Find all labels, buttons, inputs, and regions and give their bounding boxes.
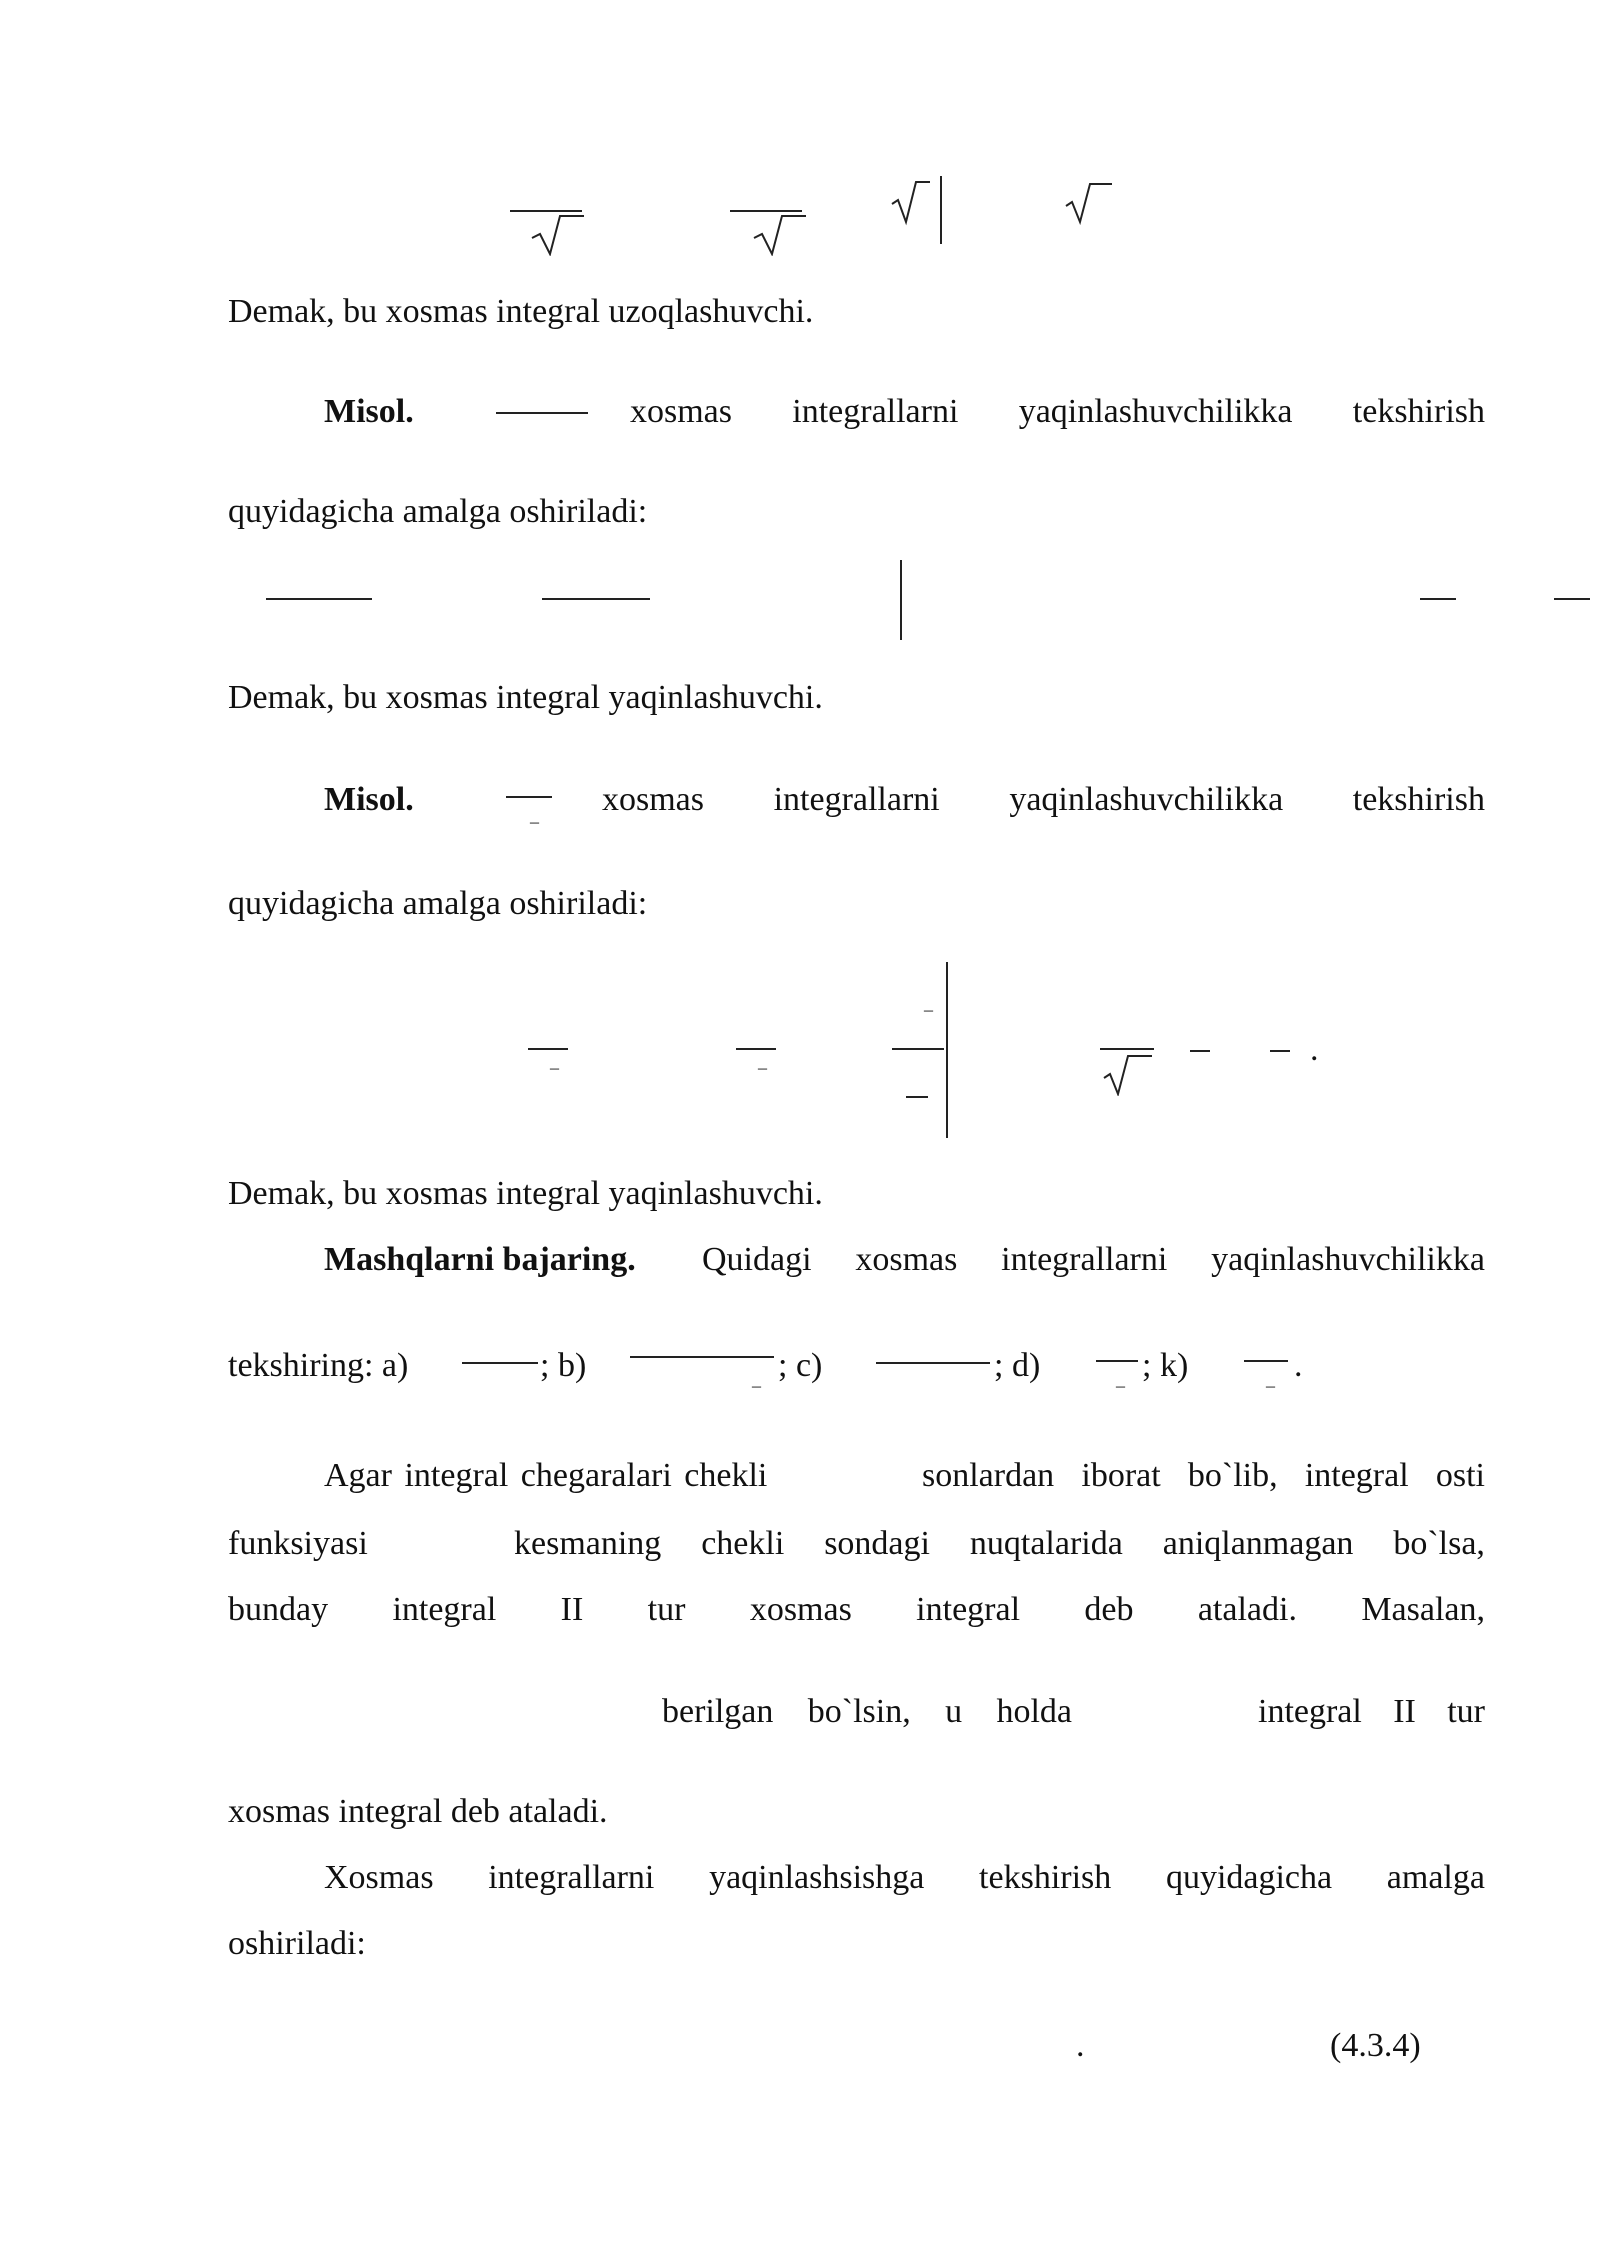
word: yaqinlashuvchilikka (1009, 781, 1284, 818)
equation-period: . (1076, 2027, 1085, 2064)
equation-period: . (1310, 1031, 1319, 1068)
evaluation-bar (940, 176, 942, 244)
fraction-bar (1100, 1048, 1154, 1050)
word: yaqinlashuvchilikka (1211, 1241, 1485, 1278)
word: deb (1084, 1591, 1134, 1628)
word: chekli (701, 1525, 785, 1562)
word: Quidagi (702, 1241, 812, 1278)
fraction-bar (528, 1048, 568, 1050)
word: u (945, 1693, 963, 1730)
word: tekshirish (1352, 781, 1485, 818)
fraction-bar (1244, 1360, 1288, 1362)
exercise-lead: tekshiring: a) (228, 1347, 409, 1384)
word: ataladi. (1197, 1591, 1297, 1628)
equation-number: (4.3.4) (1330, 2027, 1421, 2064)
word: integral (1304, 1457, 1409, 1494)
fraction-bar (892, 1048, 944, 1050)
word: quyidagicha (1165, 1859, 1333, 1896)
paragraph-text (324, 1858, 1485, 1898)
exercise-part: ; b) (540, 1347, 587, 1384)
example-label: Misol. (324, 781, 414, 818)
word: II (560, 1591, 584, 1628)
word: yaqinlashuvchilikka (1018, 393, 1293, 430)
example-text (602, 780, 1485, 820)
word: iborat (1081, 1457, 1161, 1494)
paragraph-text (1258, 1692, 1485, 1732)
word: integrallarni (488, 1859, 655, 1896)
word: integrallarni (792, 393, 959, 430)
example-label: Misol. (324, 393, 414, 430)
exercise-text (702, 1240, 1485, 1280)
paragraph-text: xosmas integral deb ataladi. (228, 1793, 608, 1830)
small-mark: _ (550, 1051, 559, 1071)
word: sonlardan (922, 1457, 1055, 1494)
word: tekshirish (1352, 393, 1485, 430)
exercise-part: . (1294, 1347, 1303, 1384)
fraction-bar (736, 1048, 776, 1050)
word: xosmas (749, 1591, 852, 1628)
small-mark: _ (1266, 1369, 1275, 1389)
exercise-part: ; d) (994, 1347, 1041, 1384)
fraction-bar (1420, 598, 1456, 600)
example-continuation: quyidagicha amalga oshiriladi: (228, 493, 648, 530)
word: integral (392, 1591, 497, 1628)
fraction-bar (630, 1356, 774, 1358)
example-text (630, 392, 1485, 432)
word: osti (1435, 1457, 1485, 1494)
conclusion-divergent: Demak, bu xosmas integral uzoqlashuvchi. (228, 293, 814, 330)
word: aniqlanmagan (1162, 1525, 1354, 1562)
word: integrallarni (1001, 1241, 1168, 1278)
word: integral (916, 1591, 1021, 1628)
small-mark: _ (752, 1369, 761, 1389)
word: integral (1258, 1693, 1362, 1730)
word: bo`lsin, (807, 1693, 911, 1730)
fraction-bar (876, 1362, 990, 1364)
exercise-label: Mashqlarni bajaring. (324, 1241, 636, 1278)
small-mark: _ (530, 805, 539, 825)
radical-sign (1102, 1052, 1154, 1096)
paragraph-text (662, 1692, 1072, 1732)
evaluation-bar (946, 962, 948, 1138)
word: xosmas (602, 781, 704, 818)
fraction-bar (1096, 1360, 1138, 1362)
word: bo`lib, (1187, 1457, 1278, 1494)
word: tekshirish (979, 1859, 1112, 1896)
word: Xosmas (324, 1859, 434, 1896)
paragraph-text (514, 1524, 1485, 1564)
radical-sign (890, 178, 932, 226)
small-mark: _ (1116, 1369, 1125, 1389)
fraction-bar (1190, 1050, 1210, 1052)
small-mark: _ (758, 1051, 767, 1071)
fraction-bar (266, 598, 372, 600)
word: berilgan (662, 1693, 774, 1730)
word: nuqtalarida (969, 1525, 1123, 1562)
conclusion-convergent: Demak, bu xosmas integral yaqinlashuvchi. (228, 679, 823, 716)
word: holda (996, 1693, 1072, 1730)
word: sondagi (824, 1525, 930, 1562)
radical-sign (530, 212, 586, 256)
exercise-part: ; k) (1142, 1347, 1189, 1384)
fraction-bar (906, 1096, 928, 1098)
paragraph-text (228, 1590, 1485, 1630)
exercise-part: ; c) (778, 1347, 823, 1384)
fraction-bar (1554, 598, 1590, 600)
word: tur (1447, 1693, 1485, 1730)
word: II (1393, 1693, 1416, 1730)
word: amalga (1386, 1859, 1485, 1896)
word: kesmaning (514, 1525, 662, 1562)
word: tur (647, 1591, 686, 1628)
paragraph-text (922, 1456, 1485, 1496)
small-mark: _ (924, 993, 933, 1013)
fraction-bar (506, 796, 552, 798)
evaluation-bar (900, 560, 902, 640)
word: Masalan, (1361, 1591, 1485, 1628)
radical-sign (1064, 180, 1114, 226)
word: integrallarni (773, 781, 940, 818)
word: xosmas (855, 1241, 958, 1278)
fraction-bar (462, 1362, 538, 1364)
paragraph-text: funksiyasi (228, 1525, 368, 1562)
fraction-bar (1270, 1050, 1290, 1052)
fraction-bar (542, 598, 650, 600)
conclusion-convergent: Demak, bu xosmas integral yaqinlashuvchi. (228, 1175, 823, 1212)
word: bunday (228, 1591, 329, 1628)
paragraph-text: Agar integral chegaralari chekli (324, 1457, 768, 1494)
paragraph-text: oshiriladi: (228, 1925, 366, 1962)
word: xosmas (630, 393, 732, 430)
word: bo`lsa, (1393, 1525, 1485, 1562)
fraction-bar (496, 412, 588, 414)
word: yaqinlashsishga (709, 1859, 925, 1896)
example-continuation: quyidagicha amalga oshiriladi: (228, 885, 648, 922)
radical-sign (752, 212, 808, 256)
